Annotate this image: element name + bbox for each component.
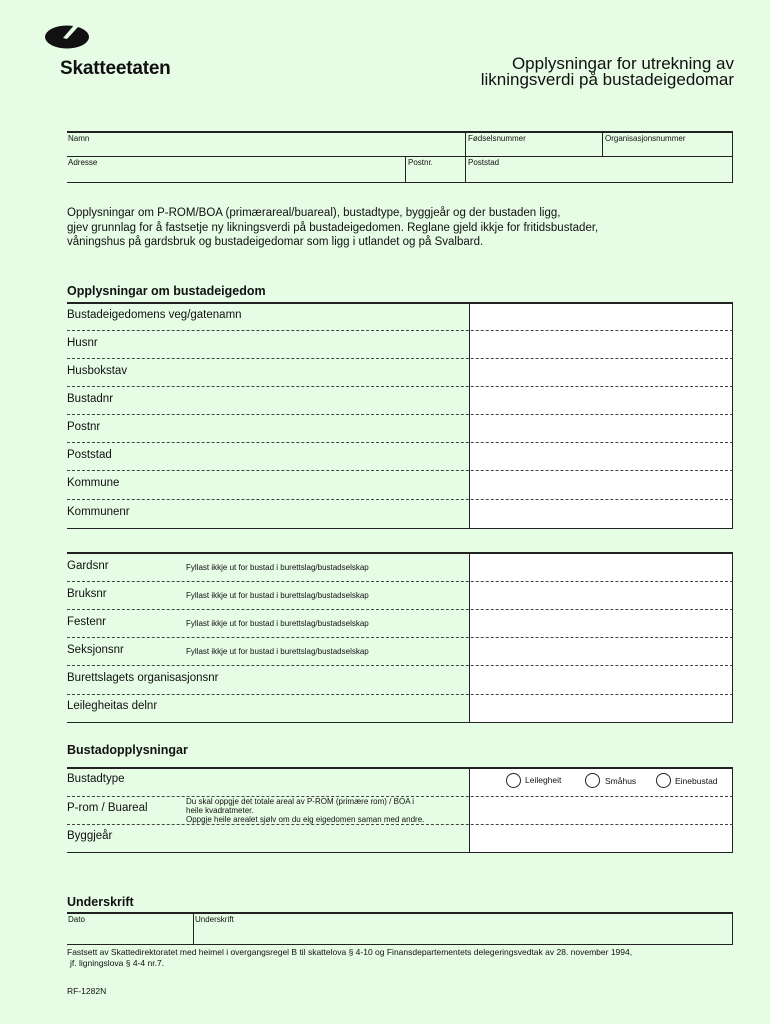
cadastral-values[interactable]	[470, 554, 732, 722]
municipality-number-row: Kommunenr	[67, 506, 130, 518]
apartment-share-row: Leilegheitas delnr	[67, 700, 158, 712]
bruksnr-row: Bruksnr	[67, 588, 107, 600]
house-number-row: Husnr	[67, 337, 98, 349]
legal-footer-line-1: Fastsett av Skattedirektoratet med heimel i overgangsregel B til skattelova § 4-10 og Finansdepartementets delegeringsvedtak av 28. november 1994,	[67, 947, 633, 957]
intro-line-1: Opplysningar om P-ROM/BOA (primærareal/buareal), bustadtype, byggjeår og der bustaden ligg,	[67, 207, 561, 219]
gardsnr-note: Fyllast ikkje ut for bustad i burettslag/bustadselskap	[186, 563, 369, 572]
birth-number-field[interactable]: Fødselsnummer	[468, 134, 526, 143]
house-letter-row: Husbokstav	[67, 365, 128, 377]
area-note	[186, 797, 424, 824]
property-heading: Opplysningar om bustadeigedom	[67, 284, 266, 298]
legal-footer-line-2: jf. ligningslova § 4-4 nr.7.	[70, 958, 165, 968]
form-title	[481, 56, 734, 88]
form-id: RF-1282N	[67, 986, 107, 996]
seksjonsnr-note: Fyllast ikkje ut for bustad i burettslag/bustadselskap	[186, 647, 369, 656]
area-note-line-3: Oppgje heile arealet sjølv om du eig eigedomen saman med andre.	[186, 815, 425, 824]
smahus-radio[interactable]	[585, 773, 600, 788]
address-field[interactable]: Adresse	[68, 158, 98, 167]
leilegheit-radio[interactable]	[506, 773, 521, 788]
build-year-row: Byggjeår	[67, 830, 113, 842]
festenr-row: Festenr	[67, 616, 106, 628]
name-field[interactable]: Namn	[68, 134, 90, 143]
signature-field[interactable]: Underskrift	[195, 915, 234, 924]
form-title-line-2: likningsverdi på bustadeigedomar	[480, 70, 734, 89]
area-note-line-1: Du skal oppgje det totale areal av P-ROM (primære rom) / BOA i	[186, 797, 415, 806]
festenr-note: Fyllast ikkje ut for bustad i burettslag/bustadselskap	[186, 619, 369, 628]
street-name-row: Bustadeigedomens veg/gatenamn	[67, 309, 242, 321]
property-values[interactable]	[470, 304, 732, 528]
seksjonsnr-row: Seksjonsnr	[67, 644, 124, 656]
municipality-row: Kommune	[67, 477, 120, 489]
org-number-field[interactable]: Organisasjonsnummer	[605, 134, 686, 143]
brand-name: Skatteetaten	[60, 58, 171, 79]
form-title-line-1: Opplysningar for utrekning av	[511, 54, 734, 73]
dwelling-number-row: Bustadnr	[67, 393, 114, 405]
legal-footer	[67, 947, 727, 969]
intro-line-3: våningshus på gardsbruk og bustadeigedomar som ligg i utlandet og på Svalbard.	[67, 236, 484, 248]
postnr-field[interactable]: Postnr.	[408, 158, 433, 167]
poststad-field[interactable]: Poststad	[468, 158, 500, 167]
area-note-line-2: heile kvadratmeter.	[186, 806, 254, 815]
gardsnr-row: Gardsnr	[67, 560, 109, 572]
poststad-row: Poststad	[67, 449, 112, 461]
smahus-label: Småhus	[605, 776, 637, 786]
einebustad-label: Einebustad	[675, 776, 718, 786]
einebustad-radio[interactable]	[656, 773, 671, 788]
area-row: P-rom / Buareal	[67, 802, 148, 814]
housing-coop-org-row: Burettslagets organisasjonsnr	[67, 672, 219, 684]
intro-line-2: gjev grunnlag for å fastsetje ny likningsverdi på bustadeigedomen. Reglane gjeld ikkje for fritidsbustader,	[67, 221, 599, 234]
signature-heading: Underskrift	[67, 895, 134, 909]
postnr-row: Postnr	[67, 421, 101, 433]
housing-heading: Bustadopplysningar	[67, 743, 188, 757]
leilegheit-label: Leilegheit	[525, 775, 562, 785]
bruksnr-note: Fyllast ikkje ut for bustad i burettslag/bustadselskap	[186, 591, 369, 600]
date-field[interactable]: Dato	[68, 915, 85, 924]
intro-text	[67, 206, 667, 250]
skatteetaten-logo-icon	[43, 20, 91, 50]
housing-type-row: Bustadtype	[67, 773, 125, 785]
